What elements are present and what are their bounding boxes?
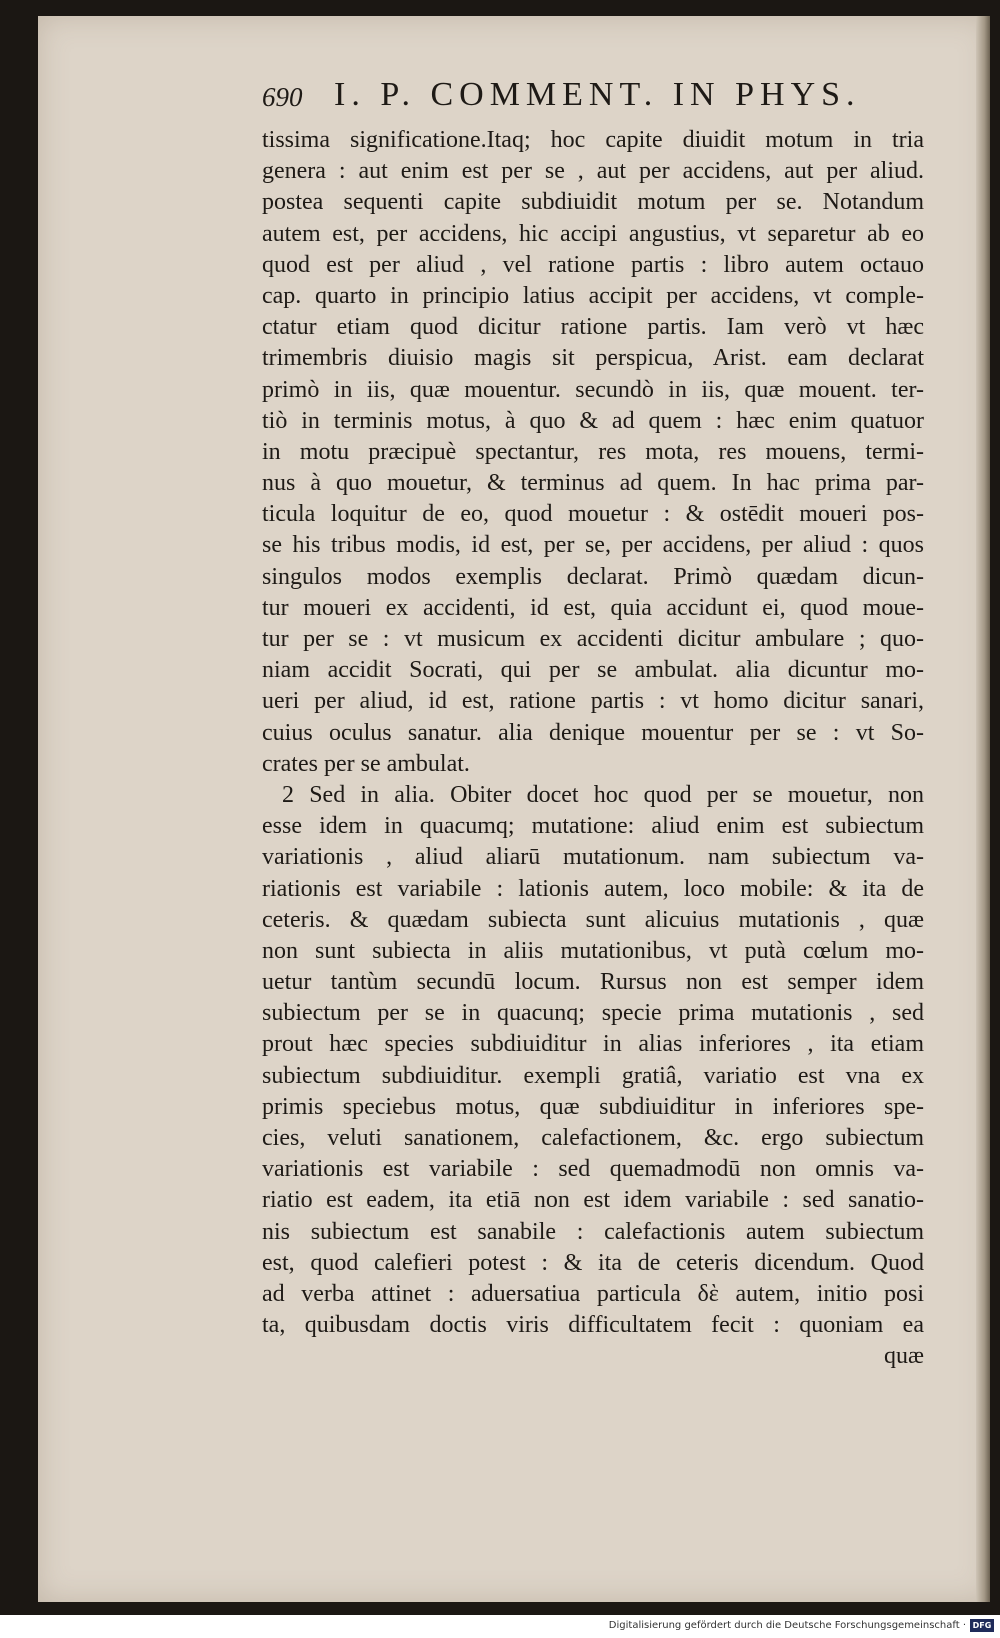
text-line: ctatur etiam quod dicitur ratione partis. Iam verò vt hæc <box>262 314 924 341</box>
text-line: est, quod calefieri potest : & ita de ceteris dicendum. Quod <box>262 1249 924 1276</box>
text-line: postea sequenti capite subdiuidit motum per se. Notandum <box>262 189 924 216</box>
text-line: se his tribus modis, id est, per se, per accidens, per aliud : quos <box>262 532 924 559</box>
page-number: 690 <box>262 82 303 112</box>
text-line: niam accidit Socrati, qui per se ambulat. alia dicuntur mo- <box>262 657 924 684</box>
text-line: subiectum per se in quacunq; specie prima mutationis , sed <box>262 1000 924 1027</box>
text-line: in motu præcipuè spectantur, res mota, res mouens, termi- <box>262 438 924 465</box>
text-line: riatio est eadem, ita etiā non est idem variabile : sed sanatio- <box>262 1187 924 1214</box>
text-line: non sunt subiecta in aliis mutationibus, vt putà cœlum mo- <box>262 937 924 964</box>
catchword: quæ <box>883 1343 924 1370</box>
text-line: esse idem in quacumq; mutatione: aliud enim est subiectum <box>262 813 924 840</box>
text-line: variationis , aliud aliarū mutationum. nam subiectum va- <box>262 844 924 871</box>
text-line: cap. quarto in principio latius accipit per accidens, vt comple- <box>262 282 924 309</box>
text-line: uetur tantùm secundū locum. Rursus non est semper idem <box>262 969 924 996</box>
page-edge <box>976 16 990 1602</box>
text-line: tissima significatione.Itaq; hoc capite diuidit motum in tria <box>262 127 924 153</box>
text-line: ceteris. & quædam subiecta sunt alicuius mutationis , quæ <box>262 906 924 933</box>
body-text <box>262 125 924 1373</box>
text-line: genera : aut enim est per se , aut per accidens, aut per aliud. <box>262 158 924 185</box>
text-line: riationis est variabile : lationis autem, loco mobile: & ita de <box>262 875 924 902</box>
text-line: primò in iis, quæ mouentur. secundò in iis, quæ mouent. ter- <box>262 376 924 403</box>
dfg-logo: DFG <box>970 1619 994 1632</box>
text-line: primis speciebus motus, quæ subdiuiditur in inferiores spe- <box>262 1093 924 1120</box>
text-line: ueri per aliud, id est, ratione partis : vt homo dicitur sanari, <box>262 688 924 715</box>
text-line: ticula loquitur de eo, quod mouetur : & ostēdit moueri pos- <box>262 501 924 528</box>
text-line: trimembris diuisio magis sit perspicua, Arist. eam declarat <box>262 345 924 372</box>
text-line: cies, veluti sanationem, calefactionem, &c. ergo subiectum <box>262 1125 924 1151</box>
text-line: ta, quibusdam doctis viris difficultatem fecit : quoniam ea <box>262 1312 924 1339</box>
text-line: tur per se : vt musicum ex accidenti dicitur ambulare ; quo- <box>262 626 924 652</box>
text-line: autem est, per accidens, hic accipi angustius, vt separetur ab eo <box>262 220 924 247</box>
text-line: ad verba attinet : aduersatiua particula δὲ autem, initio posi <box>262 1280 924 1307</box>
text-line: crates per se ambulat. <box>262 750 470 777</box>
text-line: variationis est variabile : sed quemadmodū non omnis va- <box>262 1156 924 1183</box>
funding-note: Digitalisierung gefördert durch die Deutsche Forschungsgemeinschaft · <box>608 1620 966 1631</box>
text-line: cuius oculus sanatur. alia denique mouentur per se : vt So- <box>262 719 924 746</box>
text-line: nus à quo mouetur, & terminus ad quem. In hac prima par- <box>262 470 924 497</box>
page-header <box>262 66 922 116</box>
funding-footer <box>0 1615 1000 1638</box>
text-line: tur moueri ex accidenti, id est, quia accidunt ei, quod moue- <box>262 594 924 621</box>
text-line: tiò in terminis motus, à quo & ad quem : hæc enim quatuor <box>262 407 924 434</box>
text-line: singulos modos exemplis declarat. Primò quædam dicun- <box>262 563 924 590</box>
text-line: prout hæc species subdiuiditur in alias inferiores , ita etiam <box>262 1031 924 1058</box>
text-line: quod est per aliud , vel ratione partis : libro autem octauo <box>262 251 924 278</box>
text-line: 2 Sed in alia. Obiter docet hoc quod per se mouetur, non <box>282 781 924 808</box>
text-line: subiectum subdiuiditur. exempli gratiâ, variatio est vna ex <box>262 1062 924 1089</box>
running-head: I. P. COMMENT. IN PHYS. <box>334 76 861 113</box>
text-line: nis subiectum est sanabile : calefactionis autem subiectum <box>262 1218 924 1245</box>
